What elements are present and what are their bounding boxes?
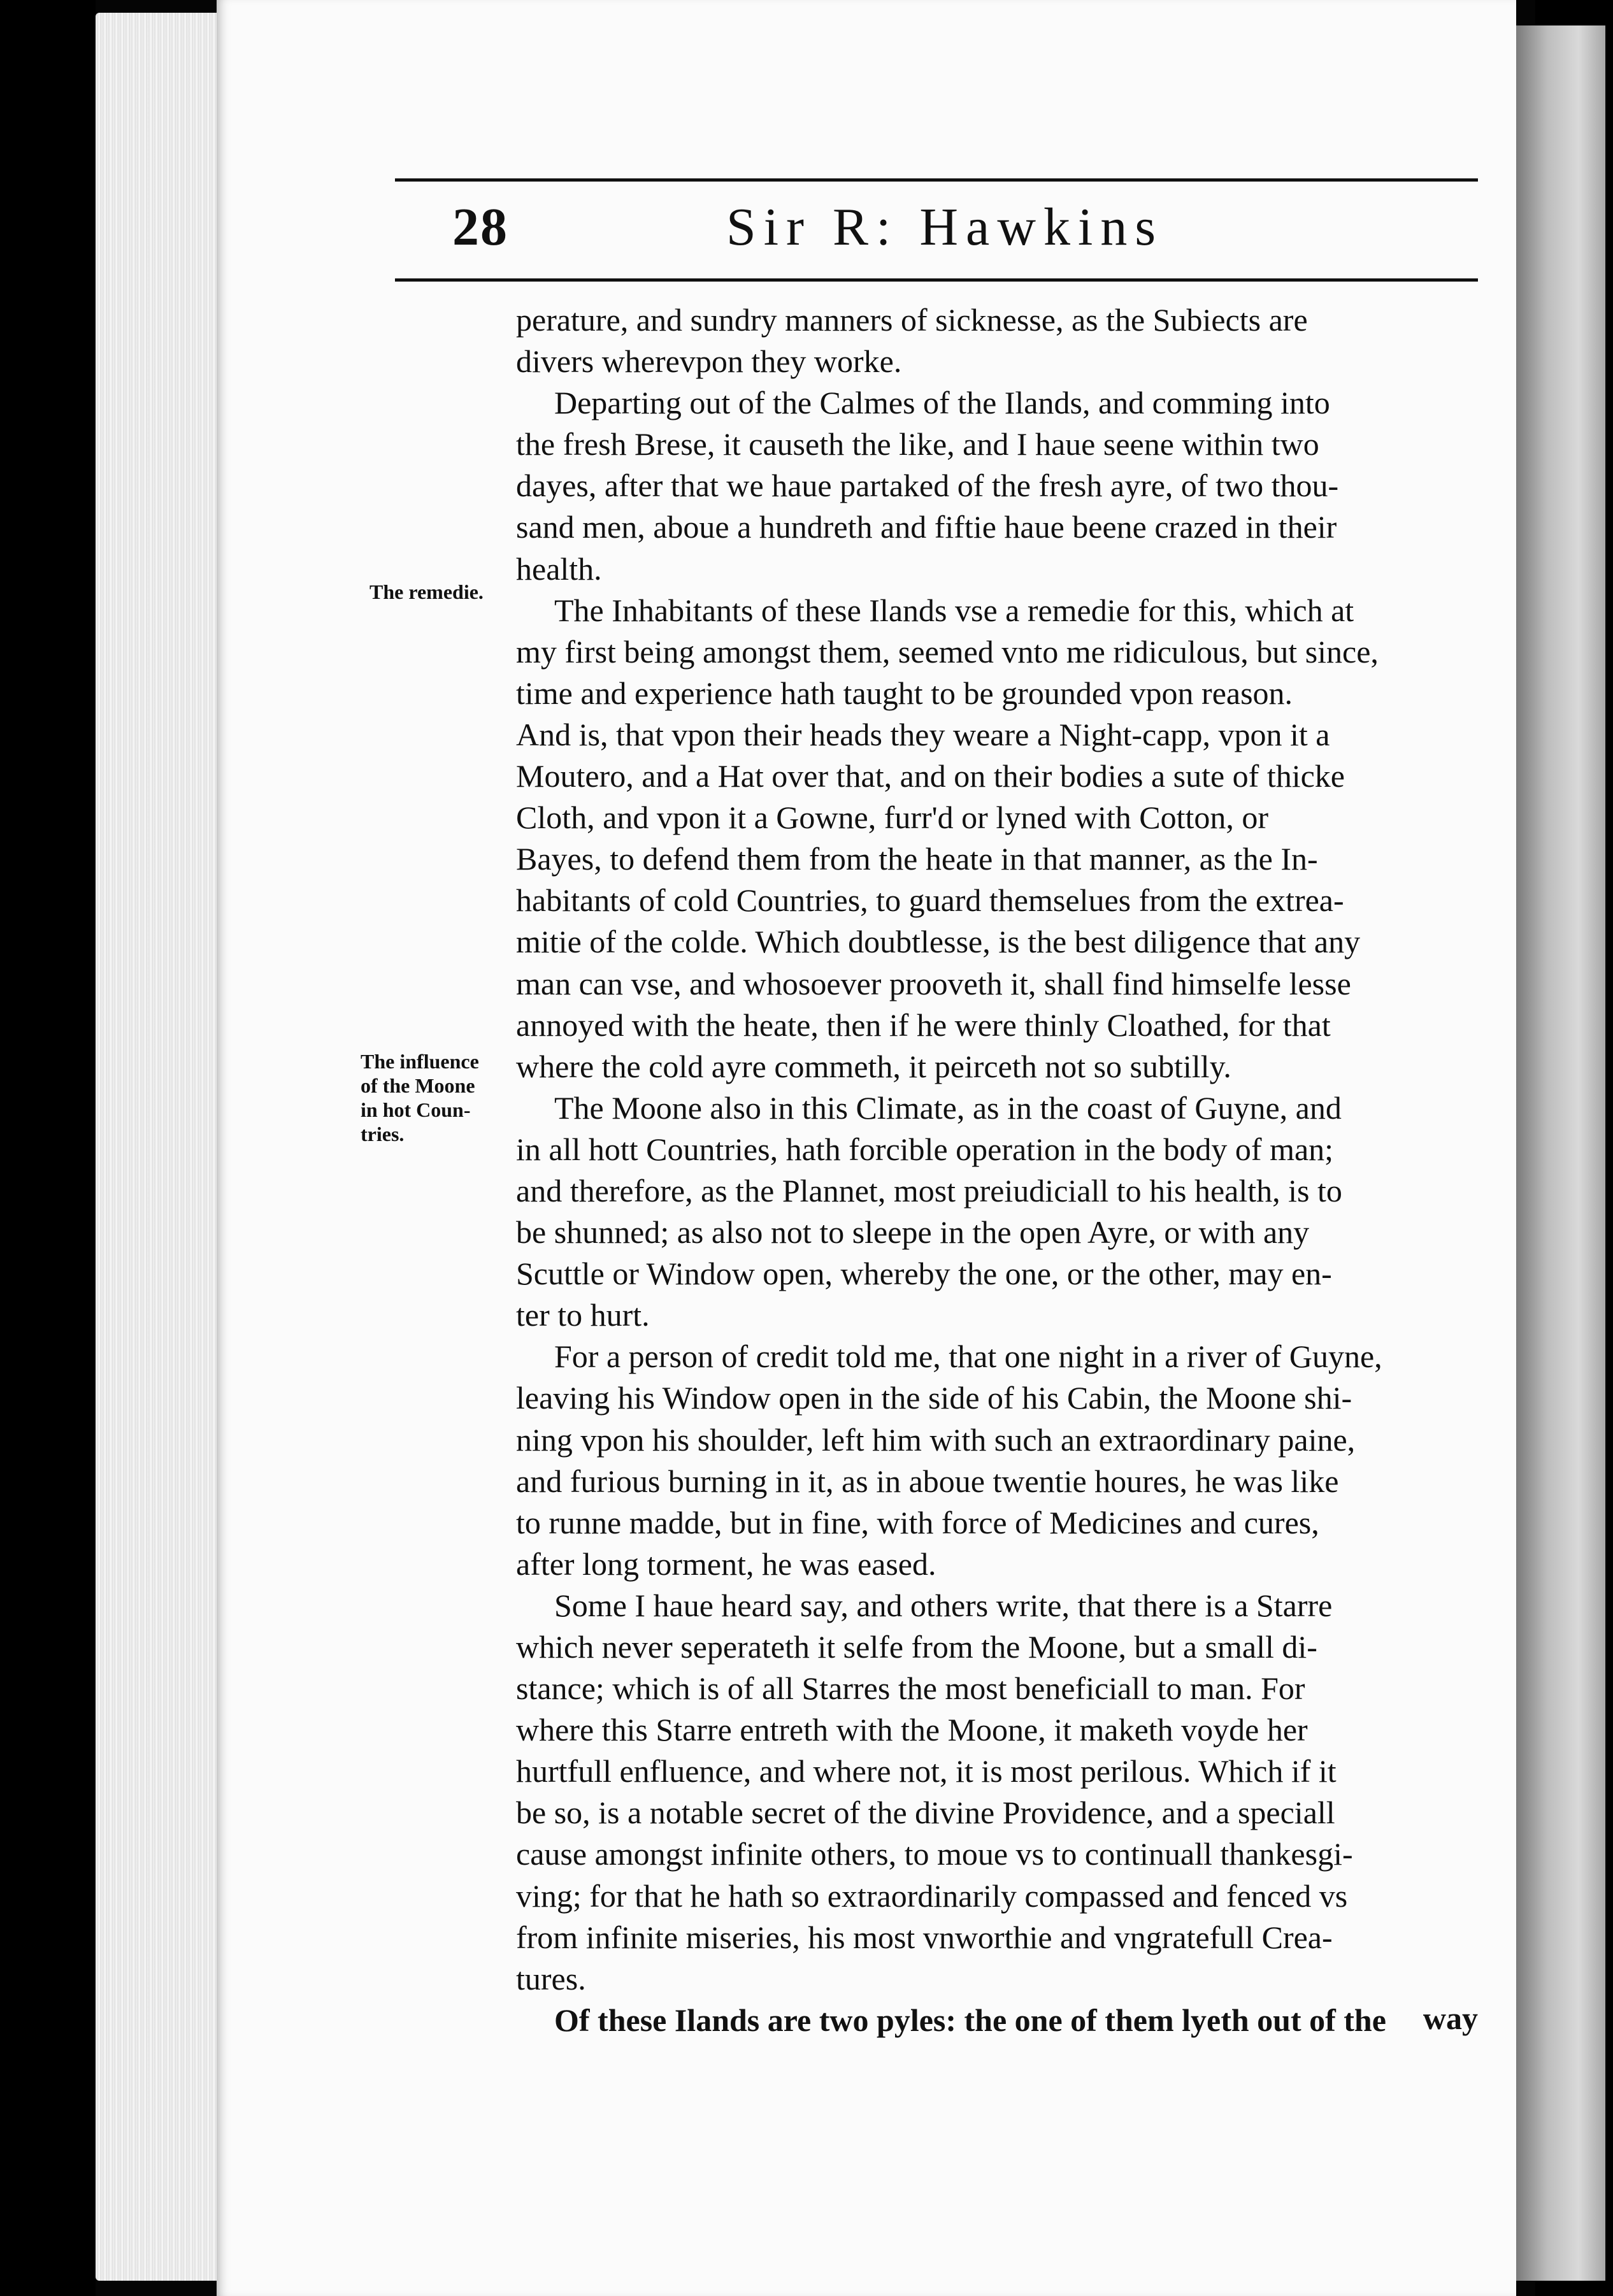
catchword: way <box>1423 2000 1478 2036</box>
text-line: in all hott Countries, hath forcible operation in the body of man; <box>516 1131 1334 1167</box>
text-line: habitants of cold Countries, to guard themselues from the extrea- <box>516 882 1344 919</box>
text-line: The Moone also in this Climate, as in the coast of Guyne, and <box>554 1089 1342 1126</box>
text-line: and therefore, as the Plannet, most preiudiciall to his health, is to <box>516 1172 1342 1209</box>
text-line: after long torment, he was eased. <box>516 1546 936 1582</box>
text-line: be shunned; as also not to sleepe in the open Ayre, or with any <box>516 1214 1310 1251</box>
text-line: ning vpon his shoulder, left him with such an extraordinary paine, <box>516 1421 1356 1458</box>
text-line: man can vse, and whosoever prooveth it, shall find himselfe lesse <box>516 965 1351 1001</box>
running-title: Sir R: Hawkins <box>726 197 1164 257</box>
text-line: the fresh Brese, it causeth the like, and I haue seene within two <box>516 426 1319 463</box>
paragraph <box>516 1585 1478 2000</box>
facing-page-edge <box>1516 25 1605 2281</box>
paragraph <box>516 382 1478 589</box>
text-line: time and experience hath taught to be grounded vpon reason. <box>516 675 1293 711</box>
text-line: hurtfull enfluence, and where not, it is most perilous. Which if it <box>516 1753 1337 1790</box>
header-rule-bottom <box>395 278 1478 282</box>
body-text <box>516 299 1478 2041</box>
text-line: sand men, aboue a hundreth and fiftie haue beene crazed in their <box>516 509 1337 545</box>
page-number: 28 <box>452 197 508 257</box>
text-line: Cloth, and vpon it a Gowne, furr'd or lyned with Cotton, or <box>516 800 1269 836</box>
text-line: cause amongst infinite others, to moue vs to continuall thankesgi- <box>516 1836 1353 1872</box>
text-line: Departing out of the Calmes of the Ilands, and comming into <box>554 385 1330 421</box>
text-line: Some I haue heard say, and others write, that there is a Starre <box>554 1587 1333 1623</box>
text-line: from infinite miseries, his most vnworthie and vngratefull Crea- <box>516 1919 1333 1955</box>
text-line: health. <box>516 550 602 587</box>
text-line: The Inhabitants of these Ilands vse a remedie for this, which at <box>554 592 1354 628</box>
margin-note-line: tries. <box>361 1123 405 1145</box>
text-line: stance; which is of all Starres the most beneficiall to man. For <box>516 1670 1305 1707</box>
paragraph <box>516 1336 1478 1585</box>
paragraph <box>516 590 1478 1087</box>
text-line: For a person of credit told me, that one night in a river of Guyne, <box>554 1338 1382 1375</box>
text-line: Scuttle or Window open, whereby the one, or the other, may en- <box>516 1256 1332 1292</box>
text-line: to runne madde, but in fine, with force of Medicines and cures, <box>516 1504 1319 1540</box>
margin-note-remedie: The remedie. <box>369 580 484 603</box>
text-line: tures. <box>516 1960 586 1997</box>
running-head <box>395 191 1478 274</box>
page-edges <box>96 13 223 2281</box>
text-line: And is, that vpon their heads they weare a Night-capp, vpon it a <box>516 716 1330 752</box>
margin-note-line: of the Moone <box>361 1074 475 1097</box>
text-line: where the cold ayre commeth, it peirceth not so subtilly. <box>516 1048 1231 1084</box>
text-line: and furious burning in it, as in aboue twentie houres, he was like <box>516 1463 1339 1499</box>
text-line: perature, and sundry manners of sicknesse, as the Subiects are <box>516 302 1308 338</box>
text-line: Bayes, to defend them from the heate in that manner, as the In- <box>516 841 1318 877</box>
text-line: mitie of the colde. Which doubtlesse, is the best diligence that any <box>516 924 1361 960</box>
paragraph <box>516 1087 1478 1337</box>
text-line: divers wherevpon they worke. <box>516 343 902 380</box>
text-line: my first being amongst them, seemed vnto me ridiculous, but since, <box>516 633 1379 670</box>
text-line: dayes, after that we haue partaked of the fresh ayre, of two thou- <box>516 468 1339 504</box>
margin-note-line: The influence <box>361 1050 479 1073</box>
text-line: which never seperateth it selfe from the Moone, but a small di- <box>516 1629 1317 1665</box>
text-line: where this Starre entreth with the Moone, it maketh voyde her <box>516 1712 1308 1748</box>
header-rule-top <box>395 178 1478 182</box>
margin-note-line: in hot Coun- <box>361 1098 471 1121</box>
text-line: ter to hurt. <box>516 1297 650 1333</box>
text-line: Moutero, and a Hat over that, and on their bodies a sute of thicke <box>516 758 1345 794</box>
text-line: ving; for that he hath so extraordinarily compassed and fenced vs <box>516 1877 1348 1914</box>
paragraph <box>516 299 1478 382</box>
text-line: be so, is a notable secret of the divine Providence, and a speciall <box>516 1795 1335 1831</box>
text-line: annoyed with the heate, then if he were thinly Cloathed, for that <box>516 1007 1331 1043</box>
text-line: leaving his Window open in the side of his Cabin, the Moone shi- <box>516 1380 1352 1416</box>
paragraph <box>516 2000 1478 2041</box>
text-line: Of these Ilands are two pyles: the one of them lyeth out of the <box>554 2002 1386 2038</box>
